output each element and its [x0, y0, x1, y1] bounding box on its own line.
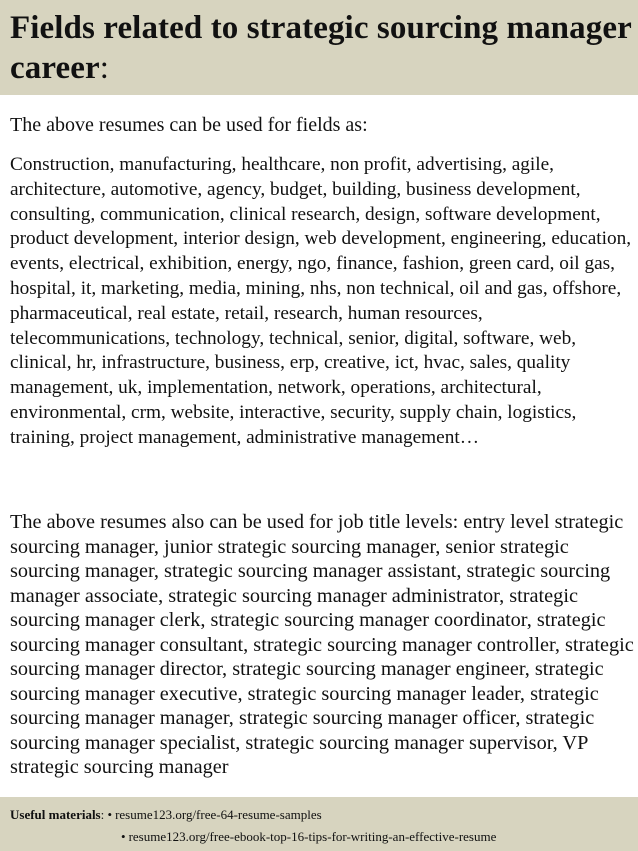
footer-row-2: [121, 828, 496, 846]
ebook-tips-link[interactable]: resume123.org/free-ebook-top-16-tips-for-writing-an-effective-resume: [128, 829, 497, 844]
page-title: [10, 8, 632, 88]
page-title-suffix: :: [99, 50, 110, 86]
footer-label-separator: :: [100, 807, 105, 822]
fields-list: Construction, manufacturing, healthcare, non profit, advertising, agile, architecture, automotive, agency, budget, building, business development, consulting, communication, clinical research, design, software development, product development, interior design, web development, engineering, education, events, electrical, exhibition, energy, ngo, finance, fashion, green card, oil gas, hospital, it, marketing, media, mining, nhs, non technical, oil and gas, offshore, pharmaceutical, real estate, retail, research, human resources, telecommunications, technology, technical, senior, digital, software, web, clinical, hr, infrastructure, business, erp, creative, ict, hvac, sales, quality management, uk, implementation, network, operations, architectural, environmental, crm, website, interactive, security, supply chain, logistics, training, project management, administrative management…: [10, 154, 632, 448]
footer-band: [0, 797, 638, 851]
page-title-text: Fields related to strategic sourcing manager career: [10, 10, 632, 86]
title-band: [0, 0, 638, 95]
footer-row-1: [10, 806, 322, 824]
bullet-icon: •: [107, 807, 113, 822]
intro-text: The above resumes can be used for fields as:: [10, 114, 368, 136]
job-levels-text: The above resumes also can be used for job title levels: entry level strategic sourcing manager, junior strategic sourcing manager, senior strategic sourcing manager, strategic sourcing manager assistant, strategic sourcing manager associate, strategic sourcing manager administrator, strategic sourcing manager clerk, strategic sourcing manager coordinator, strategic sourcing manager consultant, strategic sourcing manager controller, strategic sourcing manager director, strategic sourcing manager engineer, strategic sourcing manager executive, strategic sourcing manager leader, strategic sourcing manager manager, strategic sourcing manager officer, strategic sourcing manager specialist, strategic sourcing manager supervisor, VP strategic sourcing manager: [10, 511, 634, 778]
useful-materials-label: Useful materials: [10, 807, 101, 822]
bullet-icon: •: [121, 829, 126, 844]
resume-samples-link[interactable]: resume123.org/free-64-resume-samples: [115, 807, 322, 822]
